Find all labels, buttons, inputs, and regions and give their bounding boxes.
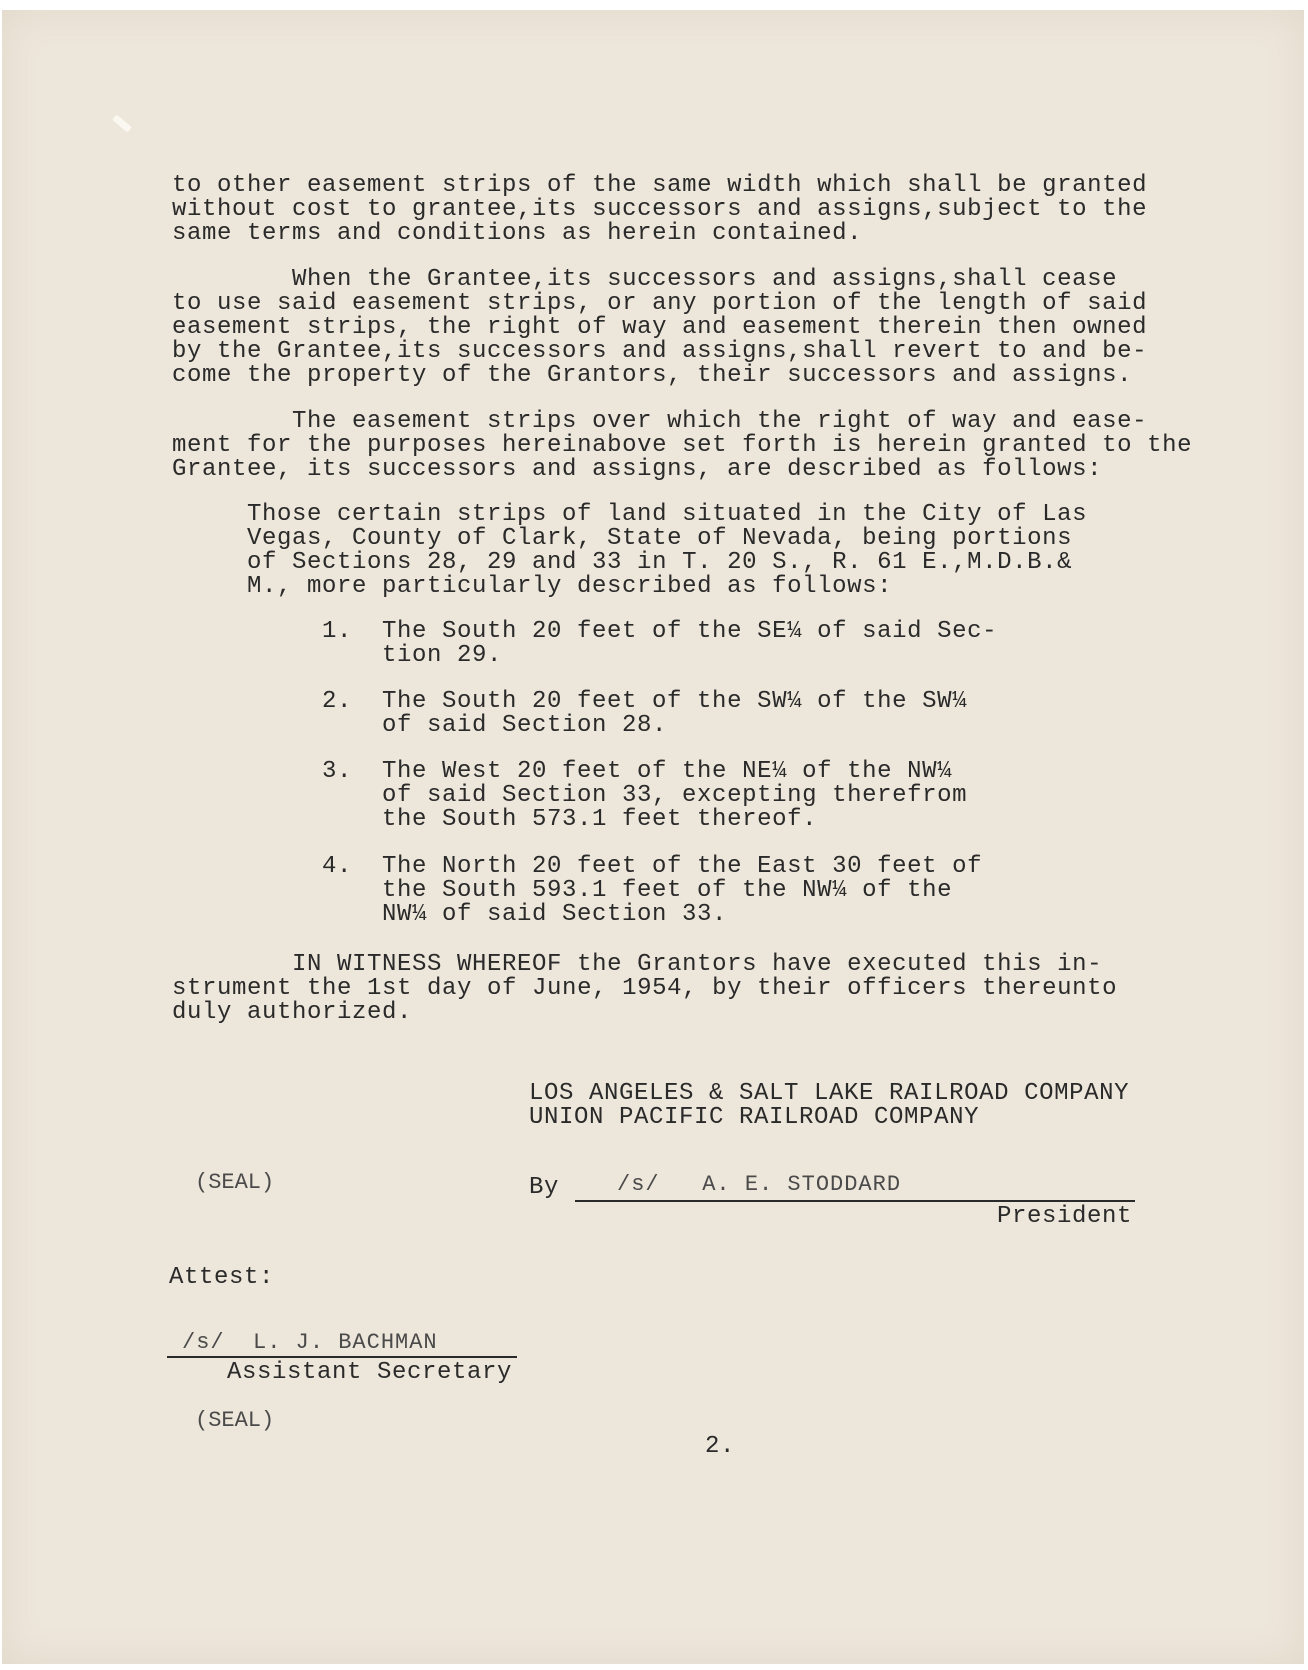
paragraph-2: When the Grantee,its successors and assigns,shall cease to use said easement strips, or any portion of the length of said easement strips, the right of way and easement therein then owned by the Grantee,its successors and assigns,shall revert to and be- come the property of the Grantors, their successors and assigns. [172, 266, 1148, 389]
president-signature: /s/ A. E. STODDARD [617, 1172, 902, 1197]
company-names: LOS ANGELES & SALT LAKE RAILROAD COMPANY UNION PACIFIC RAILROAD COMPANY [529, 1080, 1130, 1131]
item-1: 1. The South 20 feet of the SE¼ of said Sec- tion 29. [322, 618, 998, 669]
secretary-signature: /s/ L. J. BACHMAN [182, 1330, 438, 1355]
president-signature-line [575, 1200, 1135, 1202]
paper-mark [112, 114, 132, 132]
paragraph-1: to other easement strips of the same width which shall be granted without cost to grantee,its successors and assigns,subject to the same terms and conditions as herein contained. [172, 172, 1148, 247]
attest-label: Attest: [169, 1264, 275, 1291]
land-description: Those certain strips of land situated in the City of Las Vegas, County of Clark, State of Nevada, being portions of Sections 28, 29 and 33 in T. 20 S., R. 61 E.,M.D.B.& M., more particularly described as follows: [247, 501, 1088, 600]
page-number: 2. [705, 1433, 736, 1460]
secretary-title: Assistant Secretary [227, 1359, 513, 1386]
item-4: 4. The North 20 feet of the East 30 feet of the South 593.1 feet of the NW¼ of the NW¼ of said Section 33. [322, 853, 983, 928]
president-title: President [997, 1203, 1133, 1230]
seal-label-top: (SEAL) [195, 1170, 275, 1195]
item-3: 3. The West 20 feet of the NE¼ of the NW¼ of said Section 33, excepting therefrom the South 573.1 feet thereof. [322, 758, 968, 833]
item-2: 2. The South 20 feet of the SW¼ of the SW¼ of said Section 28. [322, 688, 968, 739]
witness-clause: IN WITNESS WHEREOF the Grantors have executed this in- strument the 1st day of June, 1954, by their officers thereunto duly authorized. [172, 951, 1118, 1026]
paragraph-3: The easement strips over which the right of way and ease- ment for the purposes hereinabove set forth is herein granted to the Grantee, its successors and assigns, are described as follows: [172, 408, 1193, 483]
seal-label-bottom: (SEAL) [195, 1408, 275, 1433]
by-label: By [529, 1174, 560, 1201]
document-page [2, 10, 1304, 1664]
secretary-signature-line [167, 1356, 517, 1358]
